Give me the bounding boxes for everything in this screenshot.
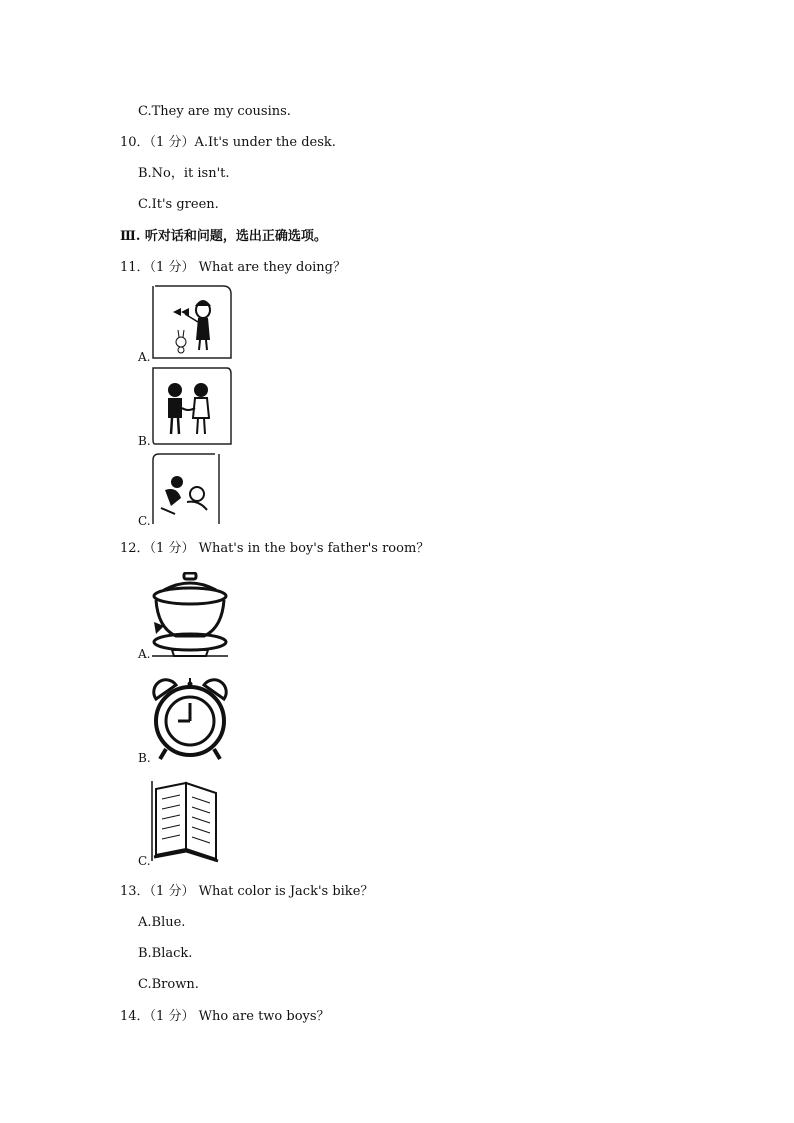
q12-stem	[120, 541, 429, 557]
q11-number: 11．（1 分）	[120, 260, 195, 275]
q10-option-c: C.It's green.	[138, 197, 219, 212]
q10-option-b: B.No，it isn't.	[138, 166, 230, 181]
q13-question: What color is Jack's bike？	[198, 884, 374, 899]
q14-stem	[120, 1009, 330, 1025]
q13-option-c: C.Brown.	[138, 977, 199, 992]
q10-stem	[120, 135, 336, 151]
q12-number: 12．（1 分）	[120, 541, 195, 556]
q11-label-b: B.	[138, 434, 151, 448]
q13-option-a: A.Blue.	[138, 915, 186, 930]
kids-playing-image	[151, 452, 223, 526]
q9-option-c: C.They are my cousins.	[138, 104, 291, 119]
q13-number: 13．（1 分）	[120, 884, 195, 899]
q12-label-b: B.	[138, 751, 151, 765]
kids-shaking-hands-image	[151, 366, 233, 446]
q13-stem	[120, 884, 373, 900]
q12-label-c: C.	[138, 854, 151, 868]
alarm-clock-image	[150, 677, 230, 761]
q11-label-c: C.	[138, 514, 151, 528]
q11-question: What are they doing？	[198, 260, 346, 275]
q12-question: What's in the boy's father's room？	[198, 541, 430, 556]
q10-option-a: A.It's under the desk.	[194, 135, 336, 150]
q11-stem	[120, 260, 346, 276]
tea-cup-image	[150, 572, 230, 658]
q12-label-a: A.	[138, 647, 151, 661]
q11-label-a: A.	[138, 350, 151, 364]
q13-option-b: B.Black.	[138, 946, 193, 961]
q14-number: 14．（1 分）	[120, 1009, 195, 1024]
section-3-heading: Ⅲ. 听对话和问题，选出正确选项。	[120, 229, 327, 244]
q10-number: 10．（1 分）	[120, 135, 195, 150]
book-image	[150, 779, 220, 863]
q14-question: Who are two boys？	[198, 1009, 330, 1024]
girl-with-rabbit-image	[151, 284, 233, 360]
